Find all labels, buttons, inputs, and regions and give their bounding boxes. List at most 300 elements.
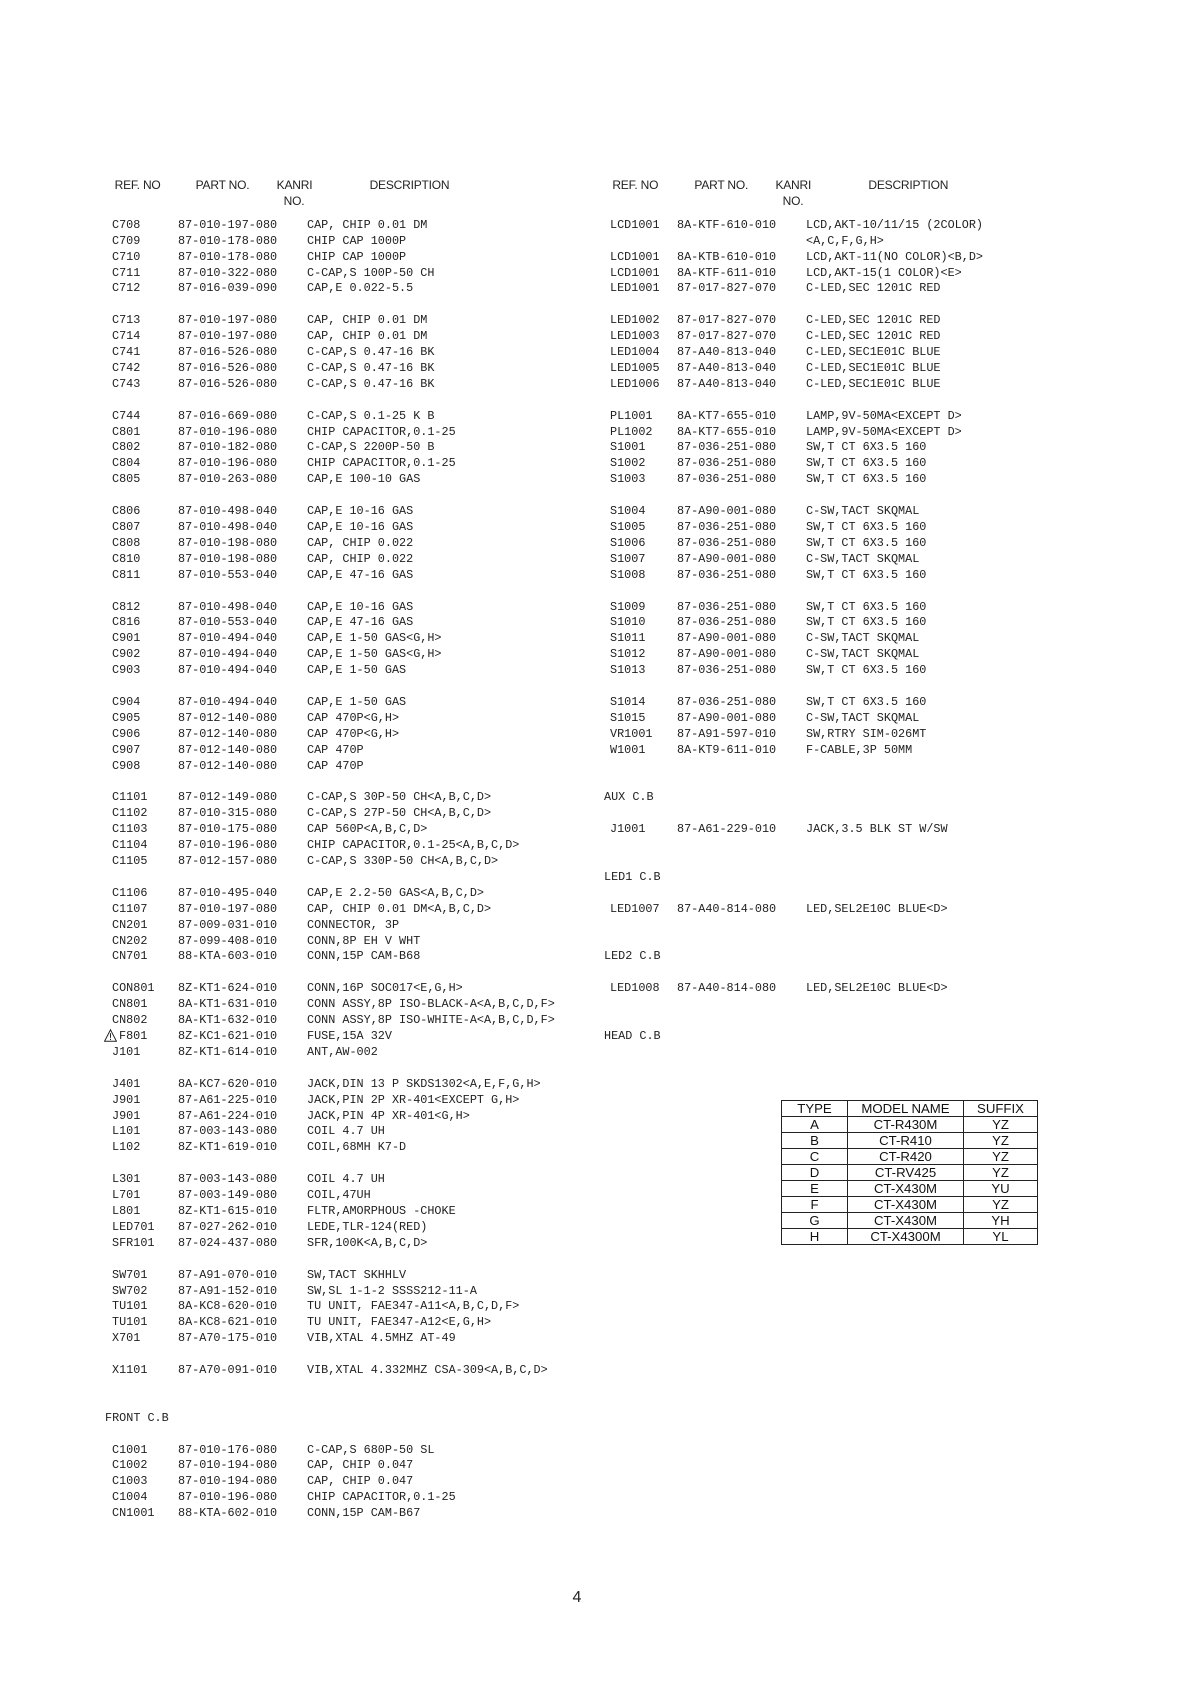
suffix-cell: YL	[964, 1229, 1038, 1245]
ref-no: C812	[112, 599, 141, 614]
ref-no: C816	[112, 615, 141, 630]
description: CAP,E 10-16 GAS	[307, 520, 414, 535]
ref-no: C742	[112, 360, 141, 375]
part-row	[0, 743, 1192, 759]
description: LAMP,9V-50MA<EXCEPT D>	[806, 424, 962, 439]
ref-no: J101	[112, 1044, 141, 1059]
part-no: 88-KTA-603-010	[178, 949, 278, 964]
part-no: 87-010-553-040	[178, 615, 278, 630]
description: VIB,XTAL 4.332MHZ CSA-309<A,B,C,D>	[307, 1363, 548, 1378]
ref-no: L102	[112, 1140, 141, 1155]
part-no: 87-010-182-080	[178, 440, 278, 455]
description: CONNECTOR, 3P	[307, 917, 400, 932]
description: CAP,E 10-16 GAS	[307, 504, 414, 519]
part-no: 87-003-143-080	[178, 1124, 278, 1139]
ref-no: S1001	[610, 440, 646, 455]
ref-no: S1015	[610, 710, 646, 725]
part-no: 87-A91-597-010	[677, 726, 777, 741]
ref-no: C1104	[112, 838, 148, 853]
description: CONN ASSY,8P ISO-WHITE-A<A,B,C,D,F>	[307, 1013, 555, 1028]
part-no: 8A-KTB-610-010	[677, 249, 777, 264]
suffix-cell: YZ	[964, 1165, 1038, 1181]
row-spacer	[0, 775, 1192, 791]
part-no: 8Z-KT1-615-010	[178, 1203, 278, 1218]
part-no: 8Z-KC1-621-010	[178, 1029, 278, 1044]
part-no: 87-010-194-080	[178, 1458, 278, 1473]
model-table-row	[782, 1149, 1038, 1165]
description: JACK,DIN 13 P SKDS1302<A,E,F,G,H>	[307, 1076, 541, 1091]
part-row	[0, 266, 1192, 282]
part-no: 8A-KT1-631-010	[178, 997, 278, 1012]
part-row	[0, 313, 1192, 329]
model-table-row	[782, 1181, 1038, 1197]
type-cell: G	[782, 1213, 848, 1229]
description: C-CAP,S 0.47-16 BK	[307, 345, 435, 360]
part-no: 87-010-198-080	[178, 551, 278, 566]
description: C-SW,TACT SKQMAL	[806, 647, 920, 662]
part-no: 87-036-251-080	[677, 472, 777, 487]
part-no: 87-A40-814-080	[677, 981, 777, 996]
description: CAP,E 100-10 GAS	[307, 472, 421, 487]
ref-no: C1106	[112, 885, 148, 900]
part-no: 87-016-039-090	[178, 281, 278, 296]
part-row	[0, 377, 1192, 393]
header-ref-no: REF. NO	[612, 178, 659, 192]
row-spacer	[0, 918, 1192, 934]
description: CAP, CHIP 0.01 DM	[307, 313, 428, 328]
header-kanri-no: NO.	[782, 194, 804, 208]
model-name-cell: CT-X430M	[848, 1213, 964, 1229]
part-no: 87-036-251-080	[677, 567, 777, 582]
part-row	[0, 1443, 1192, 1459]
part-no: 8Z-KT1-624-010	[178, 981, 278, 996]
part-no: 87-A70-091-010	[178, 1363, 278, 1378]
column-header-type: TYPE	[782, 1101, 848, 1117]
part-no: 87-012-140-080	[178, 758, 278, 773]
type-cell: H	[782, 1229, 848, 1245]
ref-no: C901	[112, 631, 141, 646]
description: C-CAP,S 330P-50 CH<A,B,C,D>	[307, 854, 499, 869]
description: C-LED,SEC1E01C BLUE	[806, 376, 941, 391]
part-no: 87-010-494-040	[178, 647, 278, 662]
ref-no: C743	[112, 376, 141, 391]
part-no: 8A-KC8-621-010	[178, 1315, 278, 1330]
description: C-LED,SEC 1201C RED	[806, 313, 941, 328]
ref-no: L301	[112, 1172, 141, 1187]
part-no: 87-017-827-070	[677, 313, 777, 328]
ref-no: C906	[112, 726, 141, 741]
description: JACK,PIN 4P XR-401<G,H>	[307, 1108, 470, 1123]
part-row	[0, 520, 1192, 536]
part-no: 87-003-143-080	[178, 1172, 278, 1187]
description: JACK,PIN 2P XR-401<EXCEPT G,H>	[307, 1092, 520, 1107]
part-no: 87-010-176-080	[178, 1442, 278, 1457]
part-no: 8A-KTF-611-010	[677, 265, 777, 280]
part-no: 87-016-669-080	[178, 408, 278, 423]
model-table-header	[782, 1101, 1038, 1117]
type-cell: A	[782, 1117, 848, 1133]
model-name-cell: CT-R430M	[848, 1117, 964, 1133]
description: LED,SEL2E10C BLUE<D>	[806, 981, 948, 996]
description: CAP 470P	[307, 742, 364, 757]
part-no: 8A-KTF-610-010	[677, 217, 777, 232]
ref-no: C1001	[112, 1442, 148, 1457]
part-no: 87-010-553-040	[178, 567, 278, 582]
part-row	[0, 822, 1192, 838]
part-no: 87-010-196-080	[178, 1490, 278, 1505]
suffix-cell: YZ	[964, 1117, 1038, 1133]
ref-no: C711	[112, 265, 141, 280]
part-row	[0, 1284, 1192, 1300]
ref-no: J901	[112, 1108, 141, 1123]
ref-no: S1007	[610, 551, 646, 566]
part-no: 87-010-494-040	[178, 663, 278, 678]
description: LCD,AKT-15(1 COLOR)<E>	[806, 265, 962, 280]
type-cell: D	[782, 1165, 848, 1181]
ref-no: C904	[112, 694, 141, 709]
ref-no: S1002	[610, 456, 646, 471]
part-no: 87-A90-001-080	[677, 647, 777, 662]
description: CONN,15P CAM-B68	[307, 949, 421, 964]
ref-no: LED1006	[610, 376, 660, 391]
part-no: 87-010-263-080	[178, 472, 278, 487]
description: SFR,100K<A,B,C,D>	[307, 1235, 428, 1250]
part-no: 87-010-322-080	[178, 265, 278, 280]
ref-no: LED1001	[610, 281, 660, 296]
description: SW,T CT 6X3.5 160	[806, 615, 927, 630]
part-no: 87-A40-813-040	[677, 376, 777, 391]
part-no: 87-010-498-040	[178, 504, 278, 519]
part-no: 87-012-149-080	[178, 790, 278, 805]
description: C-SW,TACT SKQMAL	[806, 504, 920, 519]
description: COIL 4.7 UH	[307, 1124, 385, 1139]
part-no: 87-010-197-080	[178, 217, 278, 232]
description: LED,SEL2E10C BLUE<D>	[806, 901, 948, 916]
ref-no: SW702	[112, 1283, 148, 1298]
row-spacer	[0, 1061, 1192, 1077]
part-no: 87-036-251-080	[677, 535, 777, 550]
part-row	[0, 234, 1192, 250]
row-spacer	[0, 297, 1192, 313]
description: JACK,3.5 BLK ST W/SW	[806, 822, 948, 837]
ref-no: C712	[112, 281, 141, 296]
ref-no: C709	[112, 233, 141, 248]
header-ref-no: REF. NO	[114, 178, 161, 192]
row-spacer	[0, 997, 1192, 1013]
description: C-CAP,S 680P-50 SL	[307, 1442, 435, 1457]
ref-no: CN701	[112, 949, 148, 964]
ref-no: CN801	[112, 997, 148, 1012]
ref-no: C1107	[112, 901, 148, 916]
part-row	[0, 1458, 1192, 1474]
description: C-LED,SEC 1201C RED	[806, 329, 941, 344]
part-no: 87-027-262-010	[178, 1219, 278, 1234]
part-row	[0, 345, 1192, 361]
part-no: 87-A61-224-010	[178, 1108, 278, 1123]
row-spacer	[0, 393, 1192, 409]
ref-no: C714	[112, 329, 141, 344]
description: <A,C,F,G,H>	[806, 233, 884, 248]
part-no: 87-036-251-080	[677, 456, 777, 471]
part-no: 87-010-494-040	[178, 631, 278, 646]
description: C-CAP,S 100P-50 CH	[307, 265, 435, 280]
description: CAP,E 1-50 GAS<G,H>	[307, 631, 442, 646]
description: LCD,AKT-11(NO COLOR)<B,D>	[806, 249, 983, 264]
model-table-row	[782, 1197, 1038, 1213]
section-row	[0, 790, 1192, 806]
part-no: 87-010-196-080	[178, 456, 278, 471]
ref-no: S1003	[610, 472, 646, 487]
part-no: 87-036-251-080	[677, 599, 777, 614]
part-row	[0, 647, 1192, 663]
description: SW,T CT 6X3.5 160	[806, 599, 927, 614]
part-no: 87-010-495-040	[178, 885, 278, 900]
part-no: 87-A90-001-080	[677, 551, 777, 566]
ref-no: CON801	[112, 981, 155, 996]
description: SW,RTRY SIM-026MT	[806, 726, 927, 741]
ref-no: LED1003	[610, 329, 660, 344]
description: CAP,E 1-50 GAS<G,H>	[307, 647, 442, 662]
part-row	[0, 1077, 1192, 1093]
model-name-cell: CT-X430M	[848, 1197, 964, 1213]
ref-no: S1014	[610, 694, 646, 709]
ref-no: L701	[112, 1188, 141, 1203]
part-row	[0, 440, 1192, 456]
ref-no: C804	[112, 456, 141, 471]
part-row	[0, 329, 1192, 345]
part-row	[0, 902, 1192, 918]
description: C-CAP,S 0.47-16 BK	[307, 376, 435, 391]
part-row	[0, 425, 1192, 441]
ref-no: LED1002	[610, 313, 660, 328]
row-spacer	[0, 806, 1192, 822]
description: CAP 470P	[307, 758, 364, 773]
description: COIL,68MH K7-D	[307, 1140, 407, 1155]
type-cell: C	[782, 1149, 848, 1165]
part-no: 87-A90-001-080	[677, 631, 777, 646]
ref-no: LED1008	[610, 981, 660, 996]
description: F-CABLE,3P 50MM	[806, 742, 913, 757]
section-row	[0, 870, 1192, 886]
header-kanri: KANRI	[775, 178, 812, 192]
description: SW,SL 1-1-2 SSSS212-11-A	[307, 1283, 477, 1298]
part-no: 87-010-175-080	[178, 822, 278, 837]
part-no: 8Z-KT1-619-010	[178, 1140, 278, 1155]
part-no: 87-010-498-040	[178, 599, 278, 614]
part-row	[0, 695, 1192, 711]
row-spacer	[0, 965, 1192, 981]
part-no: 87-A90-001-080	[677, 710, 777, 725]
ref-no: C1003	[112, 1474, 148, 1489]
description: CAP,E 47-16 GAS	[307, 567, 414, 582]
part-no: 87-036-251-080	[677, 615, 777, 630]
description: CAP, CHIP 0.01 DM	[307, 329, 428, 344]
row-spacer	[0, 1395, 1192, 1411]
model-table-row	[782, 1117, 1038, 1133]
part-no: 87-012-157-080	[178, 854, 278, 869]
part-no: 8A-KT7-655-010	[677, 408, 777, 423]
part-no: 87-016-526-080	[178, 376, 278, 391]
description: C-CAP,S 0.47-16 BK	[307, 360, 435, 375]
part-row	[0, 250, 1192, 266]
ref-no: W1001	[610, 742, 646, 757]
description: CAP 470P<G,H>	[307, 726, 400, 741]
description: C-LED,SEC1E01C BLUE	[806, 360, 941, 375]
description: FUSE,15A 32V	[307, 1029, 392, 1044]
section-label: AUX C.B	[604, 790, 654, 805]
part-no: 87-010-197-080	[178, 313, 278, 328]
part-no: 87-036-251-080	[677, 694, 777, 709]
part-row	[0, 281, 1192, 297]
description: COIL 4.7 UH	[307, 1172, 385, 1187]
ref-no: C1004	[112, 1490, 148, 1505]
description: C-LED,SEC1E01C BLUE	[806, 345, 941, 360]
ref-no: CN1001	[112, 1506, 155, 1521]
ref-no: LED1004	[610, 345, 660, 360]
part-row	[0, 409, 1192, 425]
ref-no: LED1007	[610, 901, 660, 916]
description: C-SW,TACT SKQMAL	[806, 551, 920, 566]
part-row	[0, 361, 1192, 377]
suffix-cell: YZ	[964, 1133, 1038, 1149]
description: CONN,8P EH V WHT	[307, 933, 421, 948]
page-number: 4	[572, 1589, 582, 1606]
ref-no: F801	[119, 1029, 148, 1044]
part-row	[0, 472, 1192, 488]
part-no: 87-010-194-080	[178, 1474, 278, 1489]
description: CAP,E 10-16 GAS	[307, 599, 414, 614]
ref-no: S1008	[610, 567, 646, 582]
column-header-suffix: SUFFIX	[964, 1101, 1038, 1117]
part-row	[0, 1299, 1192, 1315]
description: SW,T CT 6X3.5 160	[806, 535, 927, 550]
part-no: 87-016-526-080	[178, 360, 278, 375]
column-header-model-name: MODEL NAME	[848, 1101, 964, 1117]
description: CONN,15P CAM-B67	[307, 1506, 421, 1521]
ref-no: C744	[112, 408, 141, 423]
part-no: 87-003-149-080	[178, 1188, 278, 1203]
description: SW,T CT 6X3.5 160	[806, 440, 927, 455]
description: LAMP,9V-50MA<EXCEPT D>	[806, 408, 962, 423]
description: LCD,AKT-10/11/15 (2COLOR)	[806, 217, 983, 232]
ref-no: S1010	[610, 615, 646, 630]
description: CAP, CHIP 0.047	[307, 1474, 414, 1489]
description: SW,TACT SKHHLV	[307, 1267, 407, 1282]
row-spacer	[0, 1427, 1192, 1443]
ref-no: X1101	[112, 1363, 148, 1378]
part-no: 87-010-494-040	[178, 694, 278, 709]
row-spacer	[0, 1252, 1192, 1268]
description: SW,T CT 6X3.5 160	[806, 520, 927, 535]
description: CAP, CHIP 0.047	[307, 1458, 414, 1473]
part-no: 87-010-196-080	[178, 838, 278, 853]
description: TU UNIT, FAE347-A12<E,G,H>	[307, 1315, 492, 1330]
row-spacer	[0, 886, 1192, 902]
type-cell: B	[782, 1133, 848, 1149]
row-spacer	[0, 854, 1192, 870]
section-row	[0, 949, 1192, 965]
part-no: 87-036-251-080	[677, 520, 777, 535]
part-row	[0, 1474, 1192, 1490]
ref-no: C1102	[112, 806, 148, 821]
part-row	[0, 1331, 1192, 1347]
part-no: 87-A91-070-010	[178, 1267, 278, 1282]
ref-no: S1006	[610, 535, 646, 550]
ref-no: CN202	[112, 933, 148, 948]
suffix-cell: YZ	[964, 1197, 1038, 1213]
suffix-cell: YU	[964, 1181, 1038, 1197]
description: C-CAP,S 27P-50 CH<A,B,C,D>	[307, 806, 492, 821]
part-no: 8Z-KT1-614-010	[178, 1044, 278, 1059]
part-row	[0, 1315, 1192, 1331]
ref-no: X701	[112, 1331, 141, 1346]
part-no: 87-A90-001-080	[677, 504, 777, 519]
description: TU UNIT, FAE347-A11<A,B,C,D,F>	[307, 1299, 520, 1314]
part-no: 87-099-408-010	[178, 933, 278, 948]
model-name-cell: CT-R420	[848, 1149, 964, 1165]
part-no: 88-KTA-602-010	[178, 1506, 278, 1521]
part-row	[0, 456, 1192, 472]
ref-no: LCD1001	[610, 217, 660, 232]
part-no: 8A-KT9-611-010	[677, 742, 777, 757]
description: FLTR,AMORPHOUS -CHOKE	[307, 1203, 456, 1218]
description: CHIP CAPACITOR,0.1-25	[307, 424, 456, 439]
part-row	[0, 1490, 1192, 1506]
part-no: 87-036-251-080	[677, 663, 777, 678]
part-no: 87-016-526-080	[178, 345, 278, 360]
description: CAP,E 1-50 GAS	[307, 663, 407, 678]
part-no: 87-A70-175-010	[178, 1331, 278, 1346]
row-spacer	[0, 584, 1192, 600]
ref-no: C708	[112, 217, 141, 232]
section-label: LED1 C.B	[604, 869, 661, 884]
description: C-CAP,S 0.1-25 K B	[307, 408, 435, 423]
part-no: 8A-KT1-632-010	[178, 1013, 278, 1028]
ref-no: C1101	[112, 790, 148, 805]
description: CHIP CAP 1000P	[307, 249, 407, 264]
description: SW,T CT 6X3.5 160	[806, 567, 927, 582]
ref-no: C713	[112, 313, 141, 328]
row-spacer	[0, 679, 1192, 695]
part-row	[0, 536, 1192, 552]
model-table-row	[782, 1165, 1038, 1181]
ref-no: L801	[112, 1203, 141, 1218]
part-no: 87-A61-229-010	[677, 822, 777, 837]
row-spacer	[0, 1379, 1192, 1395]
part-row	[0, 981, 1192, 997]
suffix-cell: YH	[964, 1213, 1038, 1229]
part-no: 87-024-437-080	[178, 1235, 278, 1250]
ref-no: C902	[112, 647, 141, 662]
ref-no: J401	[112, 1076, 141, 1091]
model-table	[781, 1100, 1038, 1245]
ref-no: CN201	[112, 917, 148, 932]
header-part-no: PART NO.	[694, 178, 749, 192]
ref-no: C908	[112, 758, 141, 773]
part-no: 87-010-178-080	[178, 233, 278, 248]
part-no: 87-010-196-080	[178, 424, 278, 439]
header-description: DESCRIPTION	[369, 178, 450, 192]
ref-no: J1001	[610, 822, 646, 837]
ref-no: C907	[112, 742, 141, 757]
description: CHIP CAP 1000P	[307, 233, 407, 248]
description: CAP, CHIP 0.022	[307, 551, 414, 566]
ref-no: J901	[112, 1092, 141, 1107]
description: CAP,E 0.022-5.5	[307, 281, 414, 296]
part-row	[0, 504, 1192, 520]
part-row	[0, 552, 1192, 568]
part-no: 87-012-140-080	[178, 742, 278, 757]
